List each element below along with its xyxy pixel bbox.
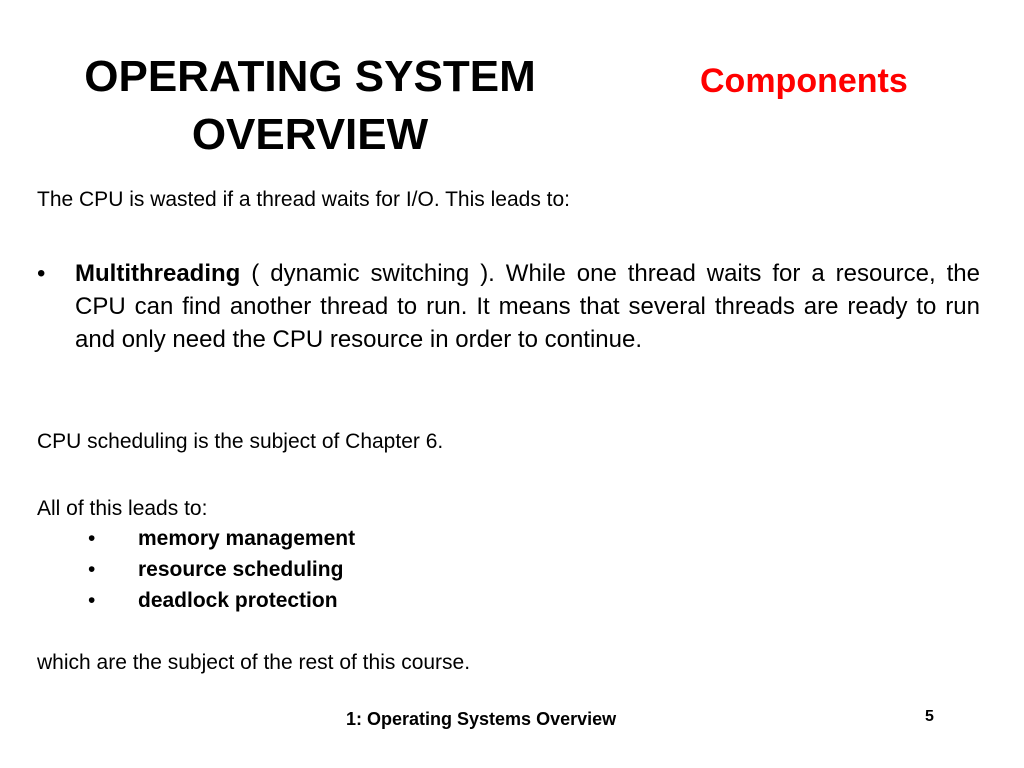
multithreading-term: Multithreading	[75, 260, 241, 287]
intro-paragraph: The CPU is wasted if a thread waits for I/O. This leads to:	[37, 188, 570, 211]
topic-label: deadlock protection	[138, 589, 338, 612]
topic-item-memory-management	[0, 527, 600, 558]
bullet-dot-icon: •	[88, 589, 96, 612]
topic-label: memory management	[138, 527, 356, 550]
multithreading-description: ( dynamic switching ). While one thread waits for a resource, the CPU can find another thread to run. It means that several threads are ready to run and only need the CPU resource in order to continue.	[75, 260, 980, 353]
topic-item-resource-scheduling	[0, 558, 600, 589]
slide-title-line-2: OVERVIEW	[191, 110, 429, 159]
closing-paragraph: which are the subject of the rest of this course.	[37, 651, 471, 674]
scheduling-note: CPU scheduling is the subject of Chapter 6.	[37, 430, 444, 453]
topic-label: resource scheduling	[138, 558, 344, 581]
page-number: 5	[925, 708, 934, 725]
topic-item-deadlock-protection	[0, 589, 600, 620]
slide-footer: 1: Operating Systems Overview	[346, 709, 617, 729]
leads-to-paragraph: All of this leads to:	[37, 497, 208, 520]
multithreading-bullet	[37, 257, 980, 356]
topic-list	[0, 527, 600, 620]
slide-title	[40, 48, 580, 164]
bullet-dot-icon: •	[37, 260, 46, 287]
slide-title-line-1: OPERATING SYSTEM	[84, 52, 536, 101]
multithreading-text	[75, 257, 980, 356]
section-tag: Components	[700, 62, 908, 100]
bullet-dot-icon: •	[88, 558, 96, 581]
bullet-dot-icon: •	[88, 527, 96, 550]
